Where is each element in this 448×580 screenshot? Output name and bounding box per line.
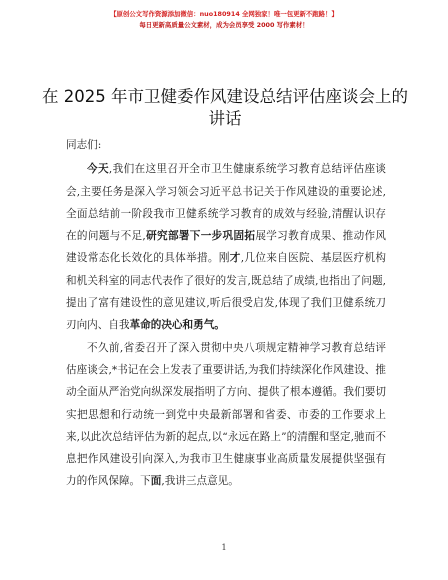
paragraph-1	[66, 158, 386, 336]
paragraph-1-segment: 展学习教育成果、推动作风建设常态化长效化的具体举措。刚	[66, 230, 387, 265]
paragraph-2-segment: ,我讲三点意见。	[161, 475, 239, 488]
paragraph-1-segment: 研究部署下一步巩固拓	[145, 230, 256, 243]
promo-banner-line-1: 【原创公文写作资源添加微信：nuo180914 全网独家！唯一包更新不跑路！】	[110, 10, 338, 18]
paragraph-1-segment: 革命的决心和勇气。	[129, 319, 225, 332]
paragraph-2-segment: 面	[150, 475, 162, 488]
paragraph-1-segment: 今天	[87, 163, 109, 176]
paragraph-2	[66, 337, 386, 493]
paragraph-1-segment: ,我们在这里召开全市卫生健康系统学习教育总结评估座谈会,主要任务是深入学习领会习近平总书记关于作风建设的重要论述,全面总结前一阶段我市卫健系统学习教育的成效与经验,清醒认识存在的问题与不足,	[66, 163, 386, 243]
salutation: 同志们:	[66, 139, 102, 151]
paragraph-1-segment: ,几位来自医院、基层医疗机构和机关科室的同志代表作了很好的发言,既总结了成绩,也指出了问题,提出了富有建设性的意见建议,听后很受启发,体现了我们卫健系统刀刃向内、自我	[66, 252, 387, 332]
page-number: 1	[221, 543, 227, 552]
paragraph-1-segment: 才	[229, 252, 241, 265]
document-title: 在 2025 年市卫健委作风建设总结评估座谈会上的讲话	[42, 87, 408, 128]
document-body	[66, 134, 386, 493]
promo-banner-line-2: 每日更新高质量公文素材，成为会员享受 2000 写作素材！	[139, 21, 309, 29]
paragraph-2-segment: 不久前,省委召开了深入贯彻中央八项规定精神学习教育总结评估座谈会,*书记在会上发表了重要讲话,为我们持续深化作风建设、推动全面从严治党向纵深发展指明了方向、提供了根本遵循。我们要切实把思想和行动统一到党中央最新部署和省委、市委的工作要求上来,以此次总结评估为新的起点,以“永远在路上”的清醒和坚定,驰而不息把作风建设引向深入,为我市卫生健康事业高质量发展提供坚强有力的作风保障。下	[66, 341, 386, 488]
